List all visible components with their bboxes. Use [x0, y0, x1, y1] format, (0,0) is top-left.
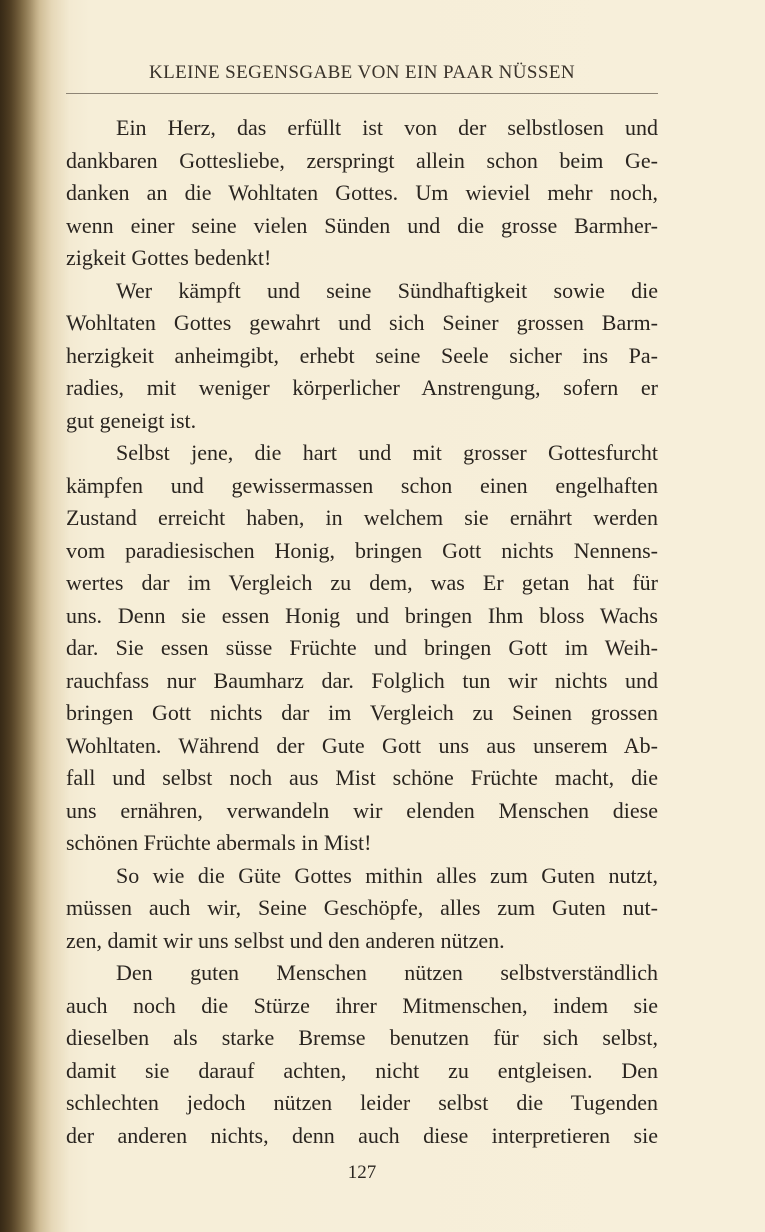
text-line: Wer kämpft und seine Sündhaftigkeit sowie die: [116, 277, 658, 303]
text-line: Ein Herz, das erfüllt ist von der selbstlosen und: [116, 115, 658, 140]
text-line: uns ernähren, verwandeln wir elenden Menschen diese: [66, 797, 658, 823]
text-line: dankbaren Gottesliebe, zerspringt allein schon beim Ge-: [66, 147, 658, 173]
text-line: der anderen nichts, denn auch diese interpretieren sie: [66, 1122, 658, 1148]
text-line: müssen auch wir, Seine Geschöpfe, alles zum Guten nut-: [66, 895, 658, 920]
text-line: Wohltaten. Während der Gute Gott uns aus unserem Ab-: [66, 732, 658, 758]
text-line: zigkeit Gottes bedenkt!: [66, 245, 272, 270]
text-line: dieselben als starke Bremse benutzen für sich selbst,: [66, 1025, 658, 1050]
text-line: dar. Sie essen süsse Früchte und bringen Gott im Weih-: [66, 635, 658, 660]
spine-shadow: [0, 0, 40, 1232]
text-line: Zustand erreicht haben, in welchem sie ernährt werden: [66, 505, 658, 530]
text-line: wertes dar im Vergleich zu dem, was Er getan hat für: [66, 570, 658, 595]
text-line: Den guten Menschen nützen selbstverständlich: [116, 960, 658, 985]
text-line: wenn einer seine vielen Sünden und die grosse Barmher-: [66, 212, 658, 238]
text-line: zen, damit wir uns selbst und den anderen nützen.: [66, 927, 505, 953]
running-head: KLEINE SEGENSGABE VON EIN PAAR NÜSSEN: [149, 62, 575, 83]
text-line: So wie die Güte Gottes mithin alles zum Guten nutzt,: [116, 862, 658, 888]
header-rule: [66, 93, 658, 94]
text-line: herzigkeit anheimgibt, erhebt seine Seele sicher ins Pa-: [66, 342, 658, 368]
text-line: rauchfass nur Baumharz dar. Folglich tun wir nichts und: [66, 667, 658, 693]
text-line: Wohltaten Gottes gewahrt und sich Seiner grossen Barm-: [66, 310, 658, 335]
text-line: bringen Gott nichts dar im Vergleich zu Seinen grossen: [66, 700, 658, 725]
text-line: uns. Denn sie essen Honig und bringen Ihm bloss Wachs: [66, 602, 658, 628]
text-line: schönen Früchte abermals in Mist!: [66, 830, 372, 855]
text-line: gut geneigt ist.: [66, 407, 197, 433]
body-text: [66, 112, 658, 1152]
text-line: schlechten jedoch nützen leider selbst die Tugenden: [66, 1090, 658, 1115]
text-line: damit sie darauf achten, nicht zu entgleisen. Den: [66, 1057, 658, 1083]
text-line: fall und selbst noch aus Mist schöne Früchte macht, die: [66, 765, 658, 790]
text-line: vom paradiesischen Honig, bringen Gott nichts Nennens-: [66, 537, 658, 563]
page-number: 127: [347, 1162, 377, 1183]
text-line: auch noch die Stürze ihrer Mitmenschen, indem sie: [66, 992, 658, 1018]
text-line: kämpfen und gewissermassen schon einen engelhaften: [66, 472, 658, 498]
text-line: Selbst jene, die hart und mit grosser Gottesfurcht: [116, 440, 658, 465]
text-line: danken an die Wohltaten Gottes. Um wieviel mehr noch,: [66, 180, 658, 205]
text-line: radies, mit weniger körperlicher Anstrengung, sofern er: [66, 375, 658, 400]
